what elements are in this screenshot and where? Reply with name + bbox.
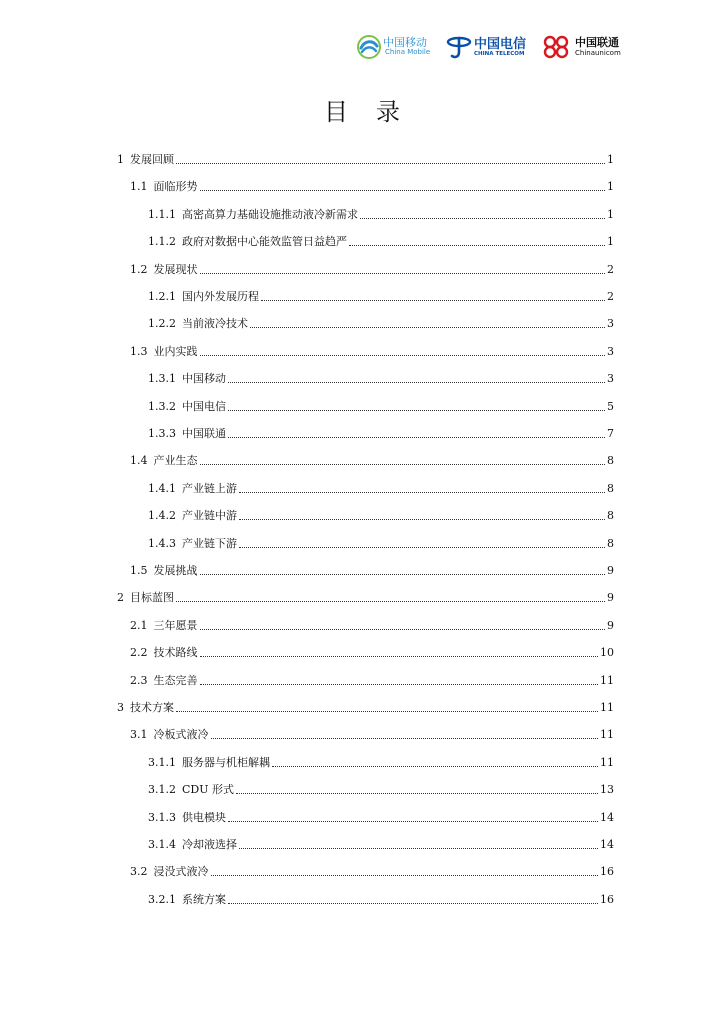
toc-entry-number: 3 [117,701,124,714]
toc-entry[interactable] [130,344,614,360]
toc-entry[interactable] [148,371,614,387]
toc-entry-page-number: 1 [607,180,614,194]
toc-entry-page-number: 11 [600,755,614,769]
dot-leader [261,300,605,301]
toc-entry-page-number: 16 [600,892,614,906]
toc-entry-number: 2 [117,591,124,605]
toc-entry-title: 业内实践 [153,344,198,358]
dot-leader [239,547,605,548]
toc-entry-number: 1.5 [130,564,148,577]
dot-leader [200,464,606,465]
toc-entry-title: 服务器与机柜解耦 [182,755,270,769]
toc-entry-title: 发展回顾 [130,153,174,166]
dot-leader [200,190,606,191]
toc-entry[interactable] [130,179,614,195]
dot-leader [349,245,605,246]
toc-entry-page-number: 7 [607,427,614,440]
toc-entry-title: 高密高算力基础设施推动液冷新需求 [182,207,358,221]
toc-entry[interactable] [148,755,614,771]
toc-entry-number: 3.2 [130,865,148,879]
toc-entry-title: 冷却液选择 [182,838,237,851]
toc-entry-number: 1.2.1 [148,290,176,303]
china-unicom-logo [541,32,631,62]
dot-leader [239,492,605,493]
operator-logos [356,32,628,62]
dot-leader [200,629,606,630]
toc-entry-title: 政府对数据中心能效监管日益趋严 [182,235,347,249]
dot-leader [200,574,606,575]
toc-entry[interactable] [148,234,614,250]
dot-leader [239,519,605,520]
toc-entry-title: 生态完善 [153,673,198,687]
dot-leader [176,601,605,602]
toc-entry-number: 3.1.4 [148,838,176,851]
toc-entry-page-number: 3 [607,344,614,358]
toc-entry-number: 1.3.1 [148,372,176,386]
toc-entry-number: 1.3 [130,344,148,358]
toc-entry[interactable] [148,782,614,798]
toc-entry[interactable] [148,837,614,853]
toc-entry-number: 3.1.3 [148,810,176,824]
china-mobile-name-en: China Mobile [385,48,431,56]
toc-entry-page-number: 1 [607,207,614,221]
china-telecom-logo [446,32,532,62]
dot-leader [236,793,598,794]
dot-leader [360,218,605,219]
toc-entry-page-number: 11 [600,728,614,742]
toc-entry-number: 1.4.1 [148,481,176,495]
toc-entry-title: 供电模块 [182,810,226,824]
toc-entry[interactable] [117,700,614,716]
toc-entry[interactable] [148,892,614,908]
toc-entry-title: 产业链中游 [182,509,237,523]
dot-leader [200,656,599,657]
toc-entry[interactable] [117,152,614,168]
toc-entry-title: 国内外发展历程 [182,290,259,303]
toc-entry[interactable] [148,508,614,524]
toc-entry[interactable] [148,426,614,442]
toc-entry-number: 1.4 [130,454,148,468]
dot-leader [176,711,598,712]
dot-leader [250,327,605,328]
toc-entry-number: 3.2.1 [148,892,176,906]
toc-entry-page-number: 3 [607,372,614,386]
china-unicom-name-cn: 中国联通 [575,36,619,49]
dot-leader [228,903,598,904]
toc-entry-number: 1.4.3 [148,536,176,550]
china-telecom-logo-icon [446,34,472,60]
toc-entry-title: 面临形势 [153,180,198,194]
dot-leader [228,382,605,383]
toc-entry-title: 三年愿景 [153,618,198,632]
toc-entry-number: 3.1.2 [148,783,176,797]
china-mobile-name-cn: 中国移动 [383,36,427,49]
toc-entry-title: 产业链上游 [182,481,237,495]
china-telecom-name-en: CHINA TELECOM [474,51,525,57]
china-unicom-name-en: Chinaunicom [575,49,621,57]
dot-leader [176,163,605,164]
toc-entry[interactable] [148,481,614,497]
toc-entry-page-number: 9 [607,591,614,605]
toc-entry[interactable] [148,536,614,552]
toc-entry-number: 1.1.2 [148,235,176,249]
toc-entry-number: 2.3 [130,673,148,687]
toc-entry-number: 2.1 [130,618,148,632]
dot-leader [228,410,605,411]
china-unicom-logo-icon [541,34,571,60]
toc-entry-page-number: 11 [600,673,614,687]
toc-entry-number: 1.3.2 [148,399,176,413]
toc-entry-number: 1.4.2 [148,509,176,523]
dot-leader [228,437,605,438]
toc-entry-page-number: 8 [607,481,614,495]
page-title: 目录 [324,98,428,126]
toc-entry[interactable] [130,262,614,278]
toc-entry-number: 1.3.3 [148,427,176,440]
toc-entry-title: 产业生态 [153,454,198,468]
toc-entry[interactable] [148,207,614,223]
dot-leader [211,738,599,739]
toc-entry[interactable] [130,673,614,689]
dot-leader [228,821,598,822]
toc-entry-page-number: 8 [607,536,614,550]
toc-entry-page-number: 9 [607,564,614,577]
toc-entry-number: 2.2 [130,646,148,660]
toc-entry-number: 1.1 [130,180,148,194]
toc-entry-page-number: 2 [607,290,614,303]
toc-entry-page-number: 10 [600,646,614,660]
toc-entry-title: 中国移动 [182,372,226,386]
toc-entry-page-number: 3 [607,317,614,331]
toc-entry-title: 技术方案 [130,701,174,714]
toc-entry-page-number: 8 [607,509,614,523]
toc-entry-title: 当前液冷技术 [182,317,248,331]
dot-leader [200,273,606,274]
toc-entry[interactable] [148,316,614,332]
toc-entry-title: 中国联通 [182,427,226,440]
toc-entry-page-number: 14 [600,838,614,851]
toc-entry-page-number: 14 [600,810,614,824]
toc-entry-title: 中国电信 [182,399,226,413]
china-mobile-logo-icon [356,34,382,60]
toc-entry-page-number: 9 [607,618,614,632]
toc-entry-title: 发展挑战 [153,564,198,577]
toc-entry-title: 冷板式液冷 [153,728,209,742]
toc-entry-number: 3.1 [130,728,148,742]
dot-leader [272,766,598,767]
toc-entry-number: 1 [117,153,124,166]
toc-entry[interactable] [130,453,614,469]
toc-entry-number: 1.2 [130,262,148,276]
toc-entry-title: 浸没式液冷 [153,865,209,879]
toc-entry[interactable] [148,399,614,415]
dot-leader [239,848,598,849]
toc-entry-title: 系统方案 [182,892,226,906]
dot-leader [200,684,599,685]
toc-entry-page-number: 8 [607,454,614,468]
toc-entry[interactable] [117,590,614,606]
toc-entry-page-number: 11 [600,701,614,714]
toc-entry-page-number: 2 [607,262,614,276]
toc-entry-page-number: 16 [600,865,614,879]
toc-entry-page-number: 1 [607,153,614,166]
toc-entry[interactable] [130,727,614,743]
toc-entry-page-number: 1 [607,235,614,249]
china-telecom-name-cn: 中国电信 [474,37,527,52]
toc-entry-title: 目标蓝图 [130,591,174,605]
dot-leader [200,355,606,356]
toc-entry[interactable] [130,864,614,880]
toc-entry[interactable] [148,289,614,305]
dot-leader [211,875,599,876]
toc-entry[interactable] [130,618,614,634]
toc-entry-number: 1.1.1 [148,207,176,221]
toc-entry-title: CDU 形式 [182,783,235,797]
toc-entry[interactable] [148,810,614,826]
toc-entry[interactable] [130,563,614,579]
toc-entry-number: 1.2.2 [148,317,176,331]
china-mobile-logo [356,32,440,62]
toc-entry-title: 技术路线 [153,646,198,660]
toc-entry-page-number: 13 [600,783,614,797]
toc-entry-page-number: 5 [607,399,614,413]
toc-entry-title: 产业链下游 [182,536,237,550]
toc-entry[interactable] [130,645,614,661]
toc-entry-number: 3.1.1 [148,755,176,769]
toc-entry-title: 发展现状 [153,262,198,276]
